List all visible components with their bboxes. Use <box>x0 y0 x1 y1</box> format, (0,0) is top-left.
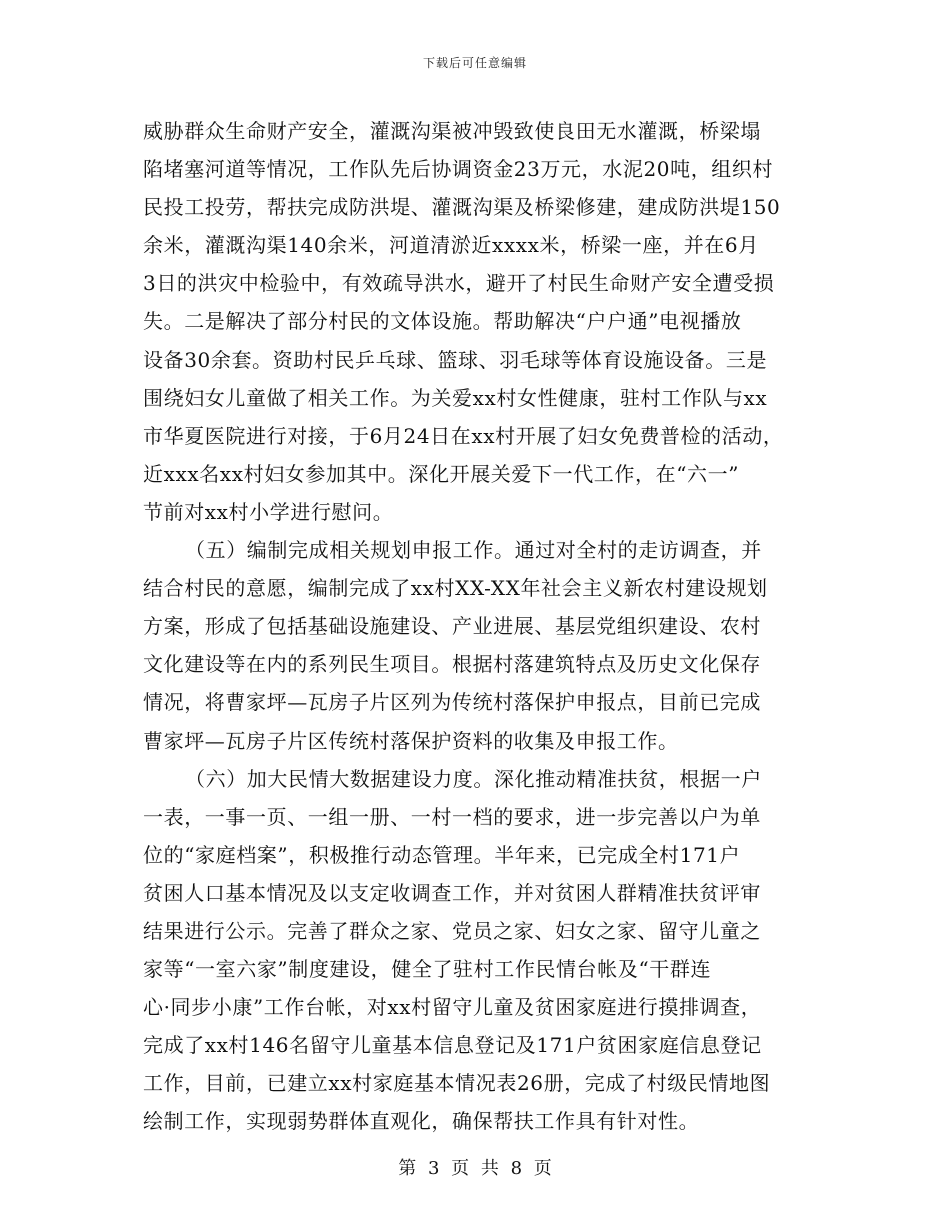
text-line: 心·同步小康”工作台帐，对xx村留守儿童及贫困家庭进行摸排调查， <box>143 995 762 1020</box>
text-line: 工作，目前，已建立xx村家庭基本情况表26册，完成了村级民情地图 <box>143 1071 771 1096</box>
text-line: 结合村民的意愿，编制完成了xx村XX-XX年社会主义新农村建设规划 <box>143 576 768 601</box>
text-line: 设备30余套。资助村民乒乓球、篮球、羽毛球等体育设施设备。三是 <box>143 347 768 372</box>
text-line: 围绕妇女儿童做了相关工作。为关爱xx村女性健康，驻村工作队与xx <box>143 385 768 410</box>
text-line: 位的“家庭档案”，积极推行动态管理。半年来，已完成全村171户 <box>143 842 741 867</box>
page-number-footer: 第 3 页 共 8 页 <box>398 1158 552 1179</box>
text-line: 绘制工作，实现弱势群体直观化，确保帮扶工作具有针对性。 <box>143 1109 700 1134</box>
text-line: 一表，一事一页、一组一册、一村一档的要求，进一步完善以户为单 <box>143 804 761 829</box>
text-line: （六）加大民情大数据建设力度。深化推动精准扶贫，根据一户 <box>185 766 762 791</box>
text-line: 家等“一室六家”制度建设，健全了驻村工作民情台帐及“干群连 <box>143 957 712 982</box>
text-line: 节前对xx村小学进行慰问。 <box>143 499 394 524</box>
text-line: 近xxx名xx村妇女参加其中。深化开展关爱下一代工作，在“六一” <box>143 461 740 486</box>
text-line: 文化建设等在内的系列民生项目。根据村落建筑特点及历史文化保存 <box>143 652 761 677</box>
text-line: 情况，将曹家坪—瓦房子片区列为传统村落保护申报点，目前已完成 <box>143 690 761 715</box>
page-header: 下载后可任意编辑 <box>422 56 527 70</box>
text-line: 3日的洪灾中检验中，有效疏导洪水，避开了村民生命财产安全遭受损 <box>143 271 775 296</box>
text-line: 贫困人口基本情况及以支定收调查工作，并对贫困人群精准扶贫评审 <box>143 880 761 905</box>
text-line: 失。二是解决了部分村民的文体设施。帮助解决“户户通”电视播放 <box>143 309 742 334</box>
document-body <box>143 112 823 1141</box>
text-line: 余米，灌溉沟渠140余米，河道清淤近xxxx米，桥梁一座，并在6月 <box>143 233 759 258</box>
text-line: 市华夏医院进行对接，于6月24日在xx村开展了妇女免费普检的活动， <box>143 423 784 448</box>
text-line: 威胁群众生命财产安全，灌溉沟渠被冲毁致使良田无水灌溉，桥梁塌 <box>143 119 761 143</box>
text-line: （五）编制完成相关规划申报工作。通过对全村的走访调查，并 <box>185 538 762 563</box>
text-line: 结果进行公示。完善了群众之家、党员之家、妇女之家、留守儿童之 <box>143 918 761 943</box>
text-line: 陷堵塞河道等情况，工作队先后协调资金23万元，水泥20吨，组织村 <box>143 157 774 182</box>
text-line: 曹家坪—瓦房子片区传统村落保护资料的收集及申报工作。 <box>143 728 679 753</box>
text-line: 民投工投劳，帮扶完成防洪堤、灌溉沟渠及桥梁修建，建成防洪堤150 <box>143 195 781 220</box>
text-line: 方案，形成了包括基础设施建设、产业进展、基层党组织建设、农村 <box>143 614 761 639</box>
text-line: 完成了xx村146名留守儿童基本信息登记及171户贫困家庭信息登记 <box>143 1033 762 1058</box>
